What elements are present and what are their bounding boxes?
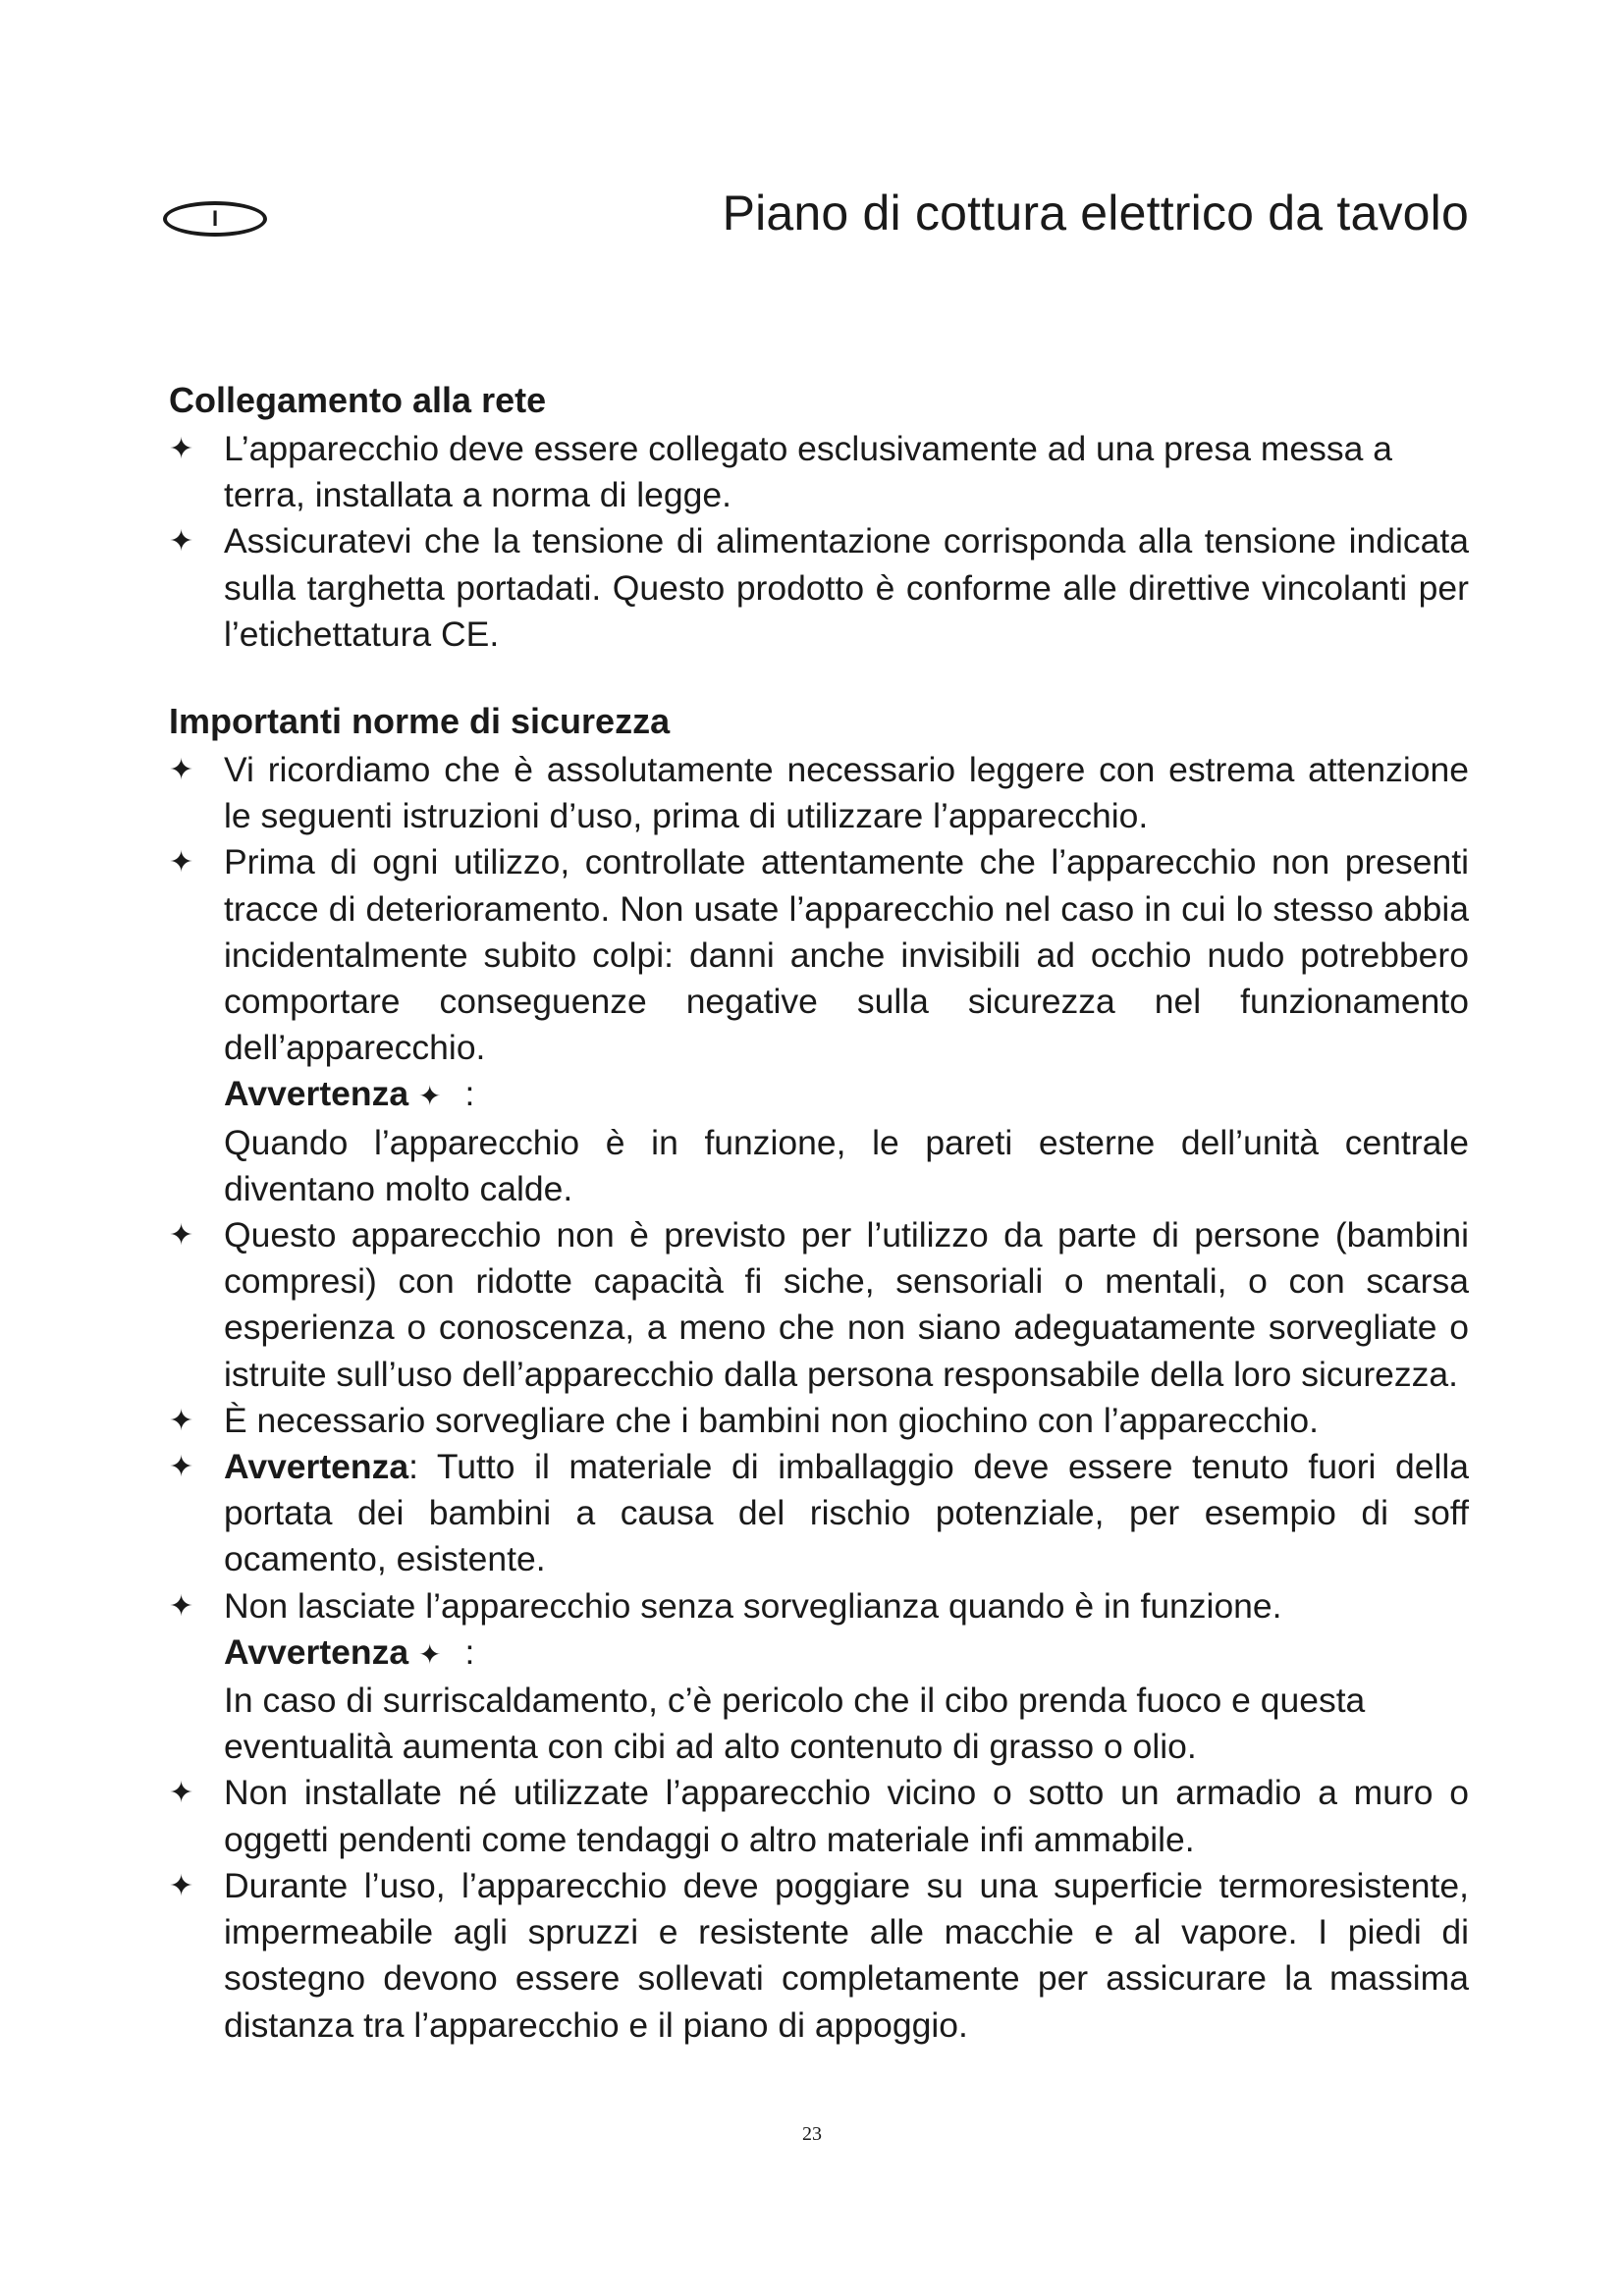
list-item-text: Questo apparecchio non è previsto per l’utilizzo da parte di persone (bambini compresi) con ridotte capacità fi siche, sensoriali o mentali, o con scarsa esperienza o conoscenza, a meno che non siano adeguatamente sorvegliate o istruite sull’uso dell’apparecchio dalla persona responsabile della loro sicurezza. bbox=[224, 1215, 1469, 1394]
inline-warning-label: Avvertenza bbox=[224, 1447, 409, 1487]
language-badge bbox=[163, 201, 267, 237]
list-item-text: L’apparecchio deve essere collegato esclusivamente ad una presa messa a terra, installata a norma di legge. bbox=[224, 429, 1392, 515]
list-item-text: Durante l’uso, l’apparecchio deve poggiare su una superficie termoresistente, impermeabile agli spruzzi e resistente alle macchie e al vapore. I piedi di sostegno devono essere sollevati completamente per assicurare la massima distanza tra l’apparecchio e il piano di appoggio. bbox=[224, 1865, 1469, 2045]
bullet-star-icon: ✦ bbox=[169, 846, 194, 880]
list-item bbox=[169, 1212, 1469, 1398]
list-item bbox=[169, 1444, 1469, 1583]
list-item-text: Assicuratevi che la tensione di alimentazione corrisponda alla tensione indicata sulla targhetta portadati. Questo prodotto è conforme alle direttive vincolanti per l’etichettatura CE. bbox=[224, 521, 1469, 654]
page-number: 23 bbox=[802, 2123, 822, 2145]
warning-label-text: Avvertenza bbox=[224, 1074, 409, 1114]
bullet-star-icon: ✦ bbox=[169, 525, 194, 559]
warning-star-icon: ✦ bbox=[417, 1081, 442, 1112]
section-sicurezza bbox=[169, 699, 1469, 2049]
list-item bbox=[169, 1863, 1469, 2049]
bullet-star-icon: ✦ bbox=[169, 433, 194, 465]
list-item bbox=[169, 426, 1469, 518]
language-badge-label: I bbox=[211, 206, 219, 231]
section-heading: Collegamento alla rete bbox=[169, 380, 547, 420]
list-item-text: Non installate né utilizzate l’apparecchio vicino o sotto un armadio a muro o oggetti pendenti come tendaggi o altro materiale infi ammabile. bbox=[224, 1773, 1469, 1859]
warning-text: Quando l’apparecchio è in funzione, le pareti esterne dell’unità centrale diventano molto calde. bbox=[224, 1122, 1469, 1208]
page-title: Piano di cottura elettrico da tavolo bbox=[722, 186, 1469, 240]
list-item bbox=[169, 839, 1469, 1212]
warning-colon: : bbox=[464, 1074, 475, 1114]
list-item-text: Vi ricordiamo che è assolutamente necessario leggere con estrema attenzione le seguenti istruzioni d’uso, prima di utilizzare l’apparecchio. bbox=[224, 750, 1469, 836]
warning-label bbox=[224, 1071, 1469, 1119]
warning-text: In caso di surriscaldamento, c’è pericolo che il cibo prenda fuoco e questa eventualità aumenta con cibi ad alto contenuto di grasso o olio. bbox=[224, 1681, 1366, 1767]
bullet-list bbox=[169, 747, 1469, 2049]
list-item-text bbox=[224, 1444, 1469, 1583]
warning-label-text: Avvertenza bbox=[224, 1631, 409, 1672]
list-item bbox=[169, 1583, 1469, 1771]
list-item bbox=[169, 747, 1469, 839]
list-item-text: È necessario sorvegliare che i bambini non giochino con l’apparecchio. bbox=[224, 1400, 1319, 1440]
warning-star-icon: ✦ bbox=[417, 1638, 442, 1670]
list-item-text: Prima di ogni utilizzo, controllate attentamente che l’apparecchio non presenti tracce di deterioramento. Non usate l’apparecchio nel caso in cui lo stesso abbia incidentalmente subito colpi: danni anche invisibili ad occhio nudo potrebbero comportare conseguenze negative sulla sicurezza nel funzionamento dell’apparecchio. bbox=[224, 842, 1469, 1068]
section-collegamento bbox=[169, 378, 1469, 658]
list-item bbox=[169, 518, 1469, 658]
list-item-text: Non lasciate l’apparecchio senza sorveglianza quando è in funzione. bbox=[224, 1585, 1282, 1626]
bullet-star-icon: ✦ bbox=[169, 1404, 194, 1437]
bullet-star-icon: ✦ bbox=[169, 1219, 194, 1253]
bullet-star-icon: ✦ bbox=[169, 1777, 194, 1810]
bullet-star-icon: ✦ bbox=[169, 754, 194, 787]
bullet-star-icon: ✦ bbox=[169, 1589, 194, 1623]
bullet-star-icon: ✦ bbox=[169, 1869, 194, 1902]
section-heading: Importanti norme di sicurezza bbox=[169, 701, 671, 742]
bullet-star-icon: ✦ bbox=[169, 1451, 194, 1484]
list-item bbox=[169, 1398, 1469, 1444]
list-item bbox=[169, 1770, 1469, 1862]
warning-colon: : bbox=[464, 1631, 475, 1672]
bullet-list bbox=[169, 426, 1469, 658]
inline-warning-text: : Tutto il materiale di imballaggio deve essere tenuto fuori della portata dei bambini a causa del rischio potenziale, per esempio di soff ocamento, esistente. bbox=[224, 1447, 1469, 1579]
warning-label bbox=[224, 1629, 1469, 1678]
document-body bbox=[169, 378, 1469, 2049]
